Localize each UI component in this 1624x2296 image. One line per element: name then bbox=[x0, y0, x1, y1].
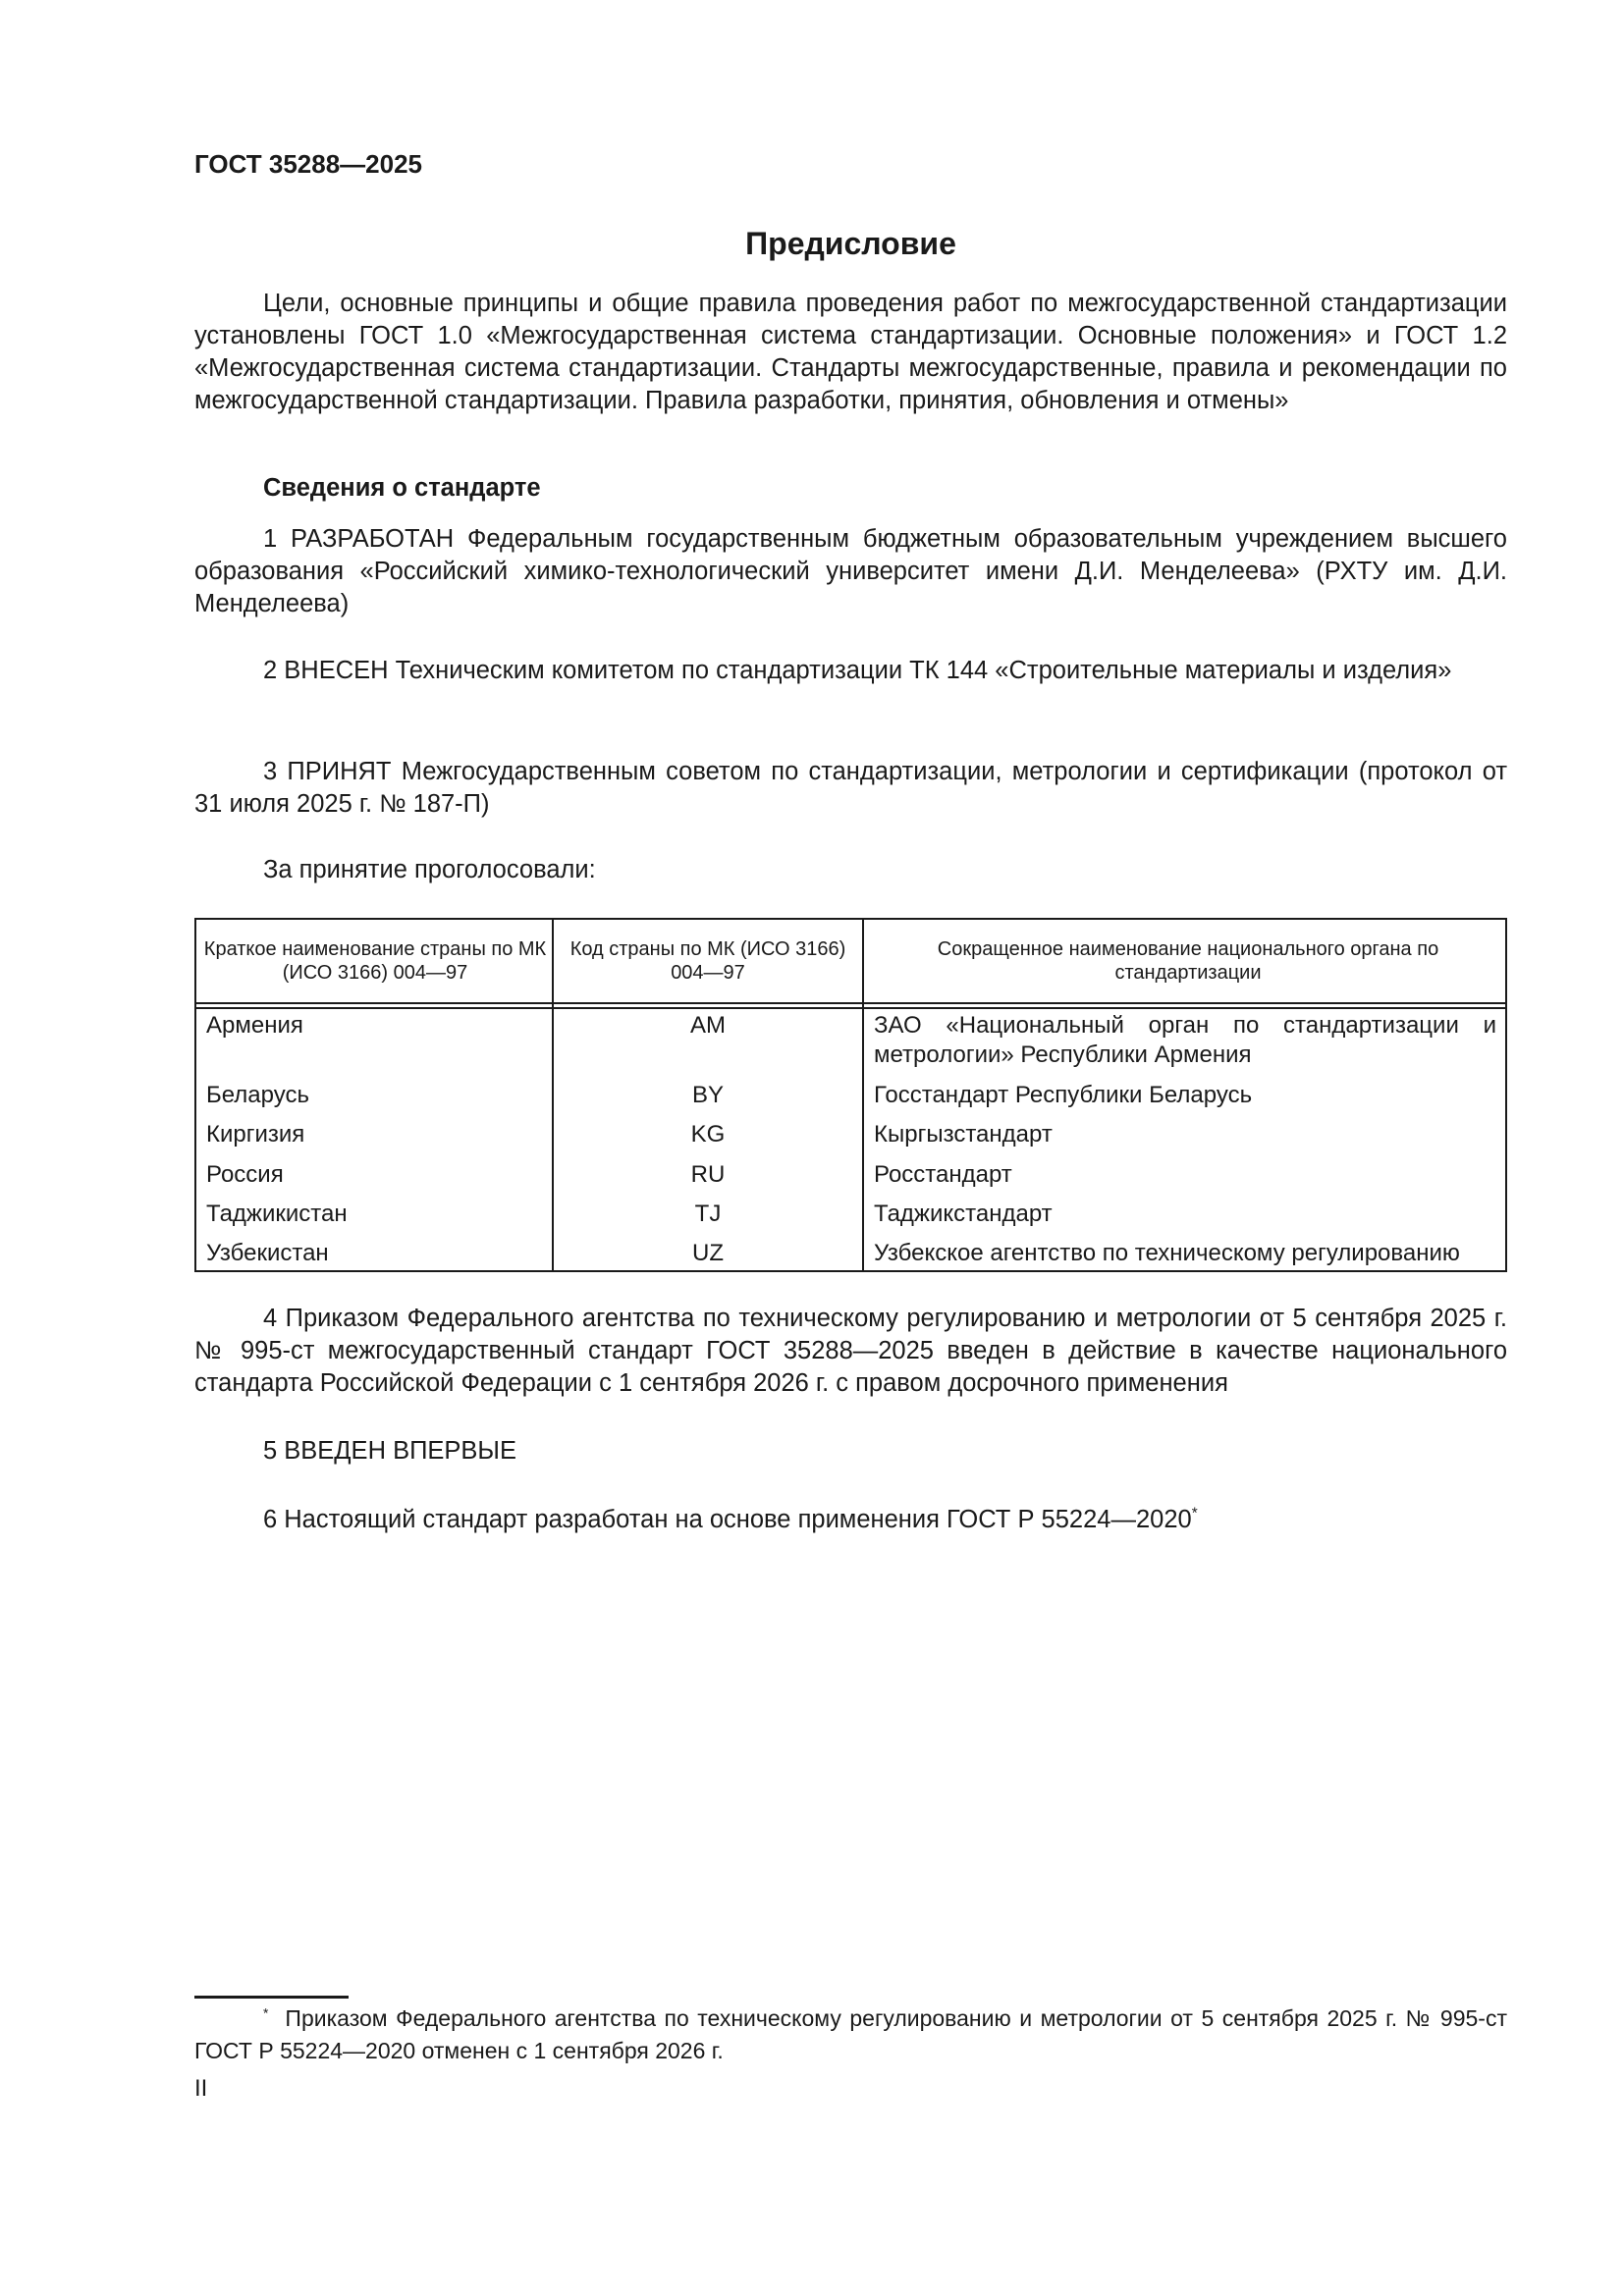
table-header-country: Краткое наименование страны по МК (ИСО 3166) 004—97 bbox=[203, 938, 547, 984]
table-header-body: Сокращенное наименование национального органа по стандартизации bbox=[937, 938, 1439, 984]
table-cell-code: AM bbox=[690, 1012, 726, 1039]
table-cell-body: Таджикстандарт bbox=[874, 1201, 1053, 1227]
table-cell-body: Росстандарт bbox=[874, 1161, 1012, 1188]
table-cell-country: Армения bbox=[206, 1012, 303, 1039]
table-cell-code: UZ bbox=[692, 1240, 724, 1266]
page-number: II bbox=[194, 2075, 208, 2102]
table-cell-country: Россия bbox=[206, 1161, 284, 1188]
item-3-text: 3 ПРИНЯТ Межгосударственным советом по стандартизации, метрологии и сертификации (протокол от 31 июля 2025 г. № 187-П) bbox=[194, 758, 1507, 818]
page-title: Предисловие bbox=[745, 226, 956, 261]
item-1-developed bbox=[194, 523, 1507, 620]
table-cell-code: BY bbox=[691, 1082, 724, 1108]
document-id-header: ГОСТ 35288—2025 bbox=[194, 149, 422, 179]
table-cell-country: Узбекистан bbox=[206, 1240, 329, 1266]
footnote-reference[interactable]: * bbox=[1191, 1505, 1198, 1522]
table-cell-body: Узбекское агентство по техническому регулированию bbox=[874, 1240, 1460, 1266]
table-header-code: Код страны по МК (ИСО 3166) 004—97 bbox=[569, 938, 846, 984]
item-5-first-introduced: 5 ВВЕДЕН ВПЕРВЫЕ bbox=[263, 1437, 517, 1465]
table-cell-country: Киргизия bbox=[206, 1121, 305, 1148]
item-6-basis bbox=[263, 1504, 1198, 1536]
table-cell-country: Беларусь bbox=[206, 1082, 309, 1108]
table-cell-country: Таджикистан bbox=[206, 1201, 348, 1227]
item-4-order bbox=[194, 1303, 1507, 1400]
item-4-text: 4 Приказом Федерального агентства по техническому регулированию и метрологии от 5 сентября 2025 г. № 995-ст межгосударственный стандарт ГОСТ 35288—2025 введен в действие в качестве национального стандарта Российской Федерации с 1 сентября 2026 г. с правом досрочного применения bbox=[194, 1305, 1507, 1397]
intro-text: Цели, основные принципы и общие правила проведения работ по межгосударственной стандартизации установлены ГОСТ 1.0 «Межгосударственная система стандартизации. Основные положения» и ГОСТ 1.2 «Межгосударственная система стандартизации. Стандарты межгосударственные, правила и рекомендации по межгосударственной стандартизации. Правила разработки, принятия, обновления и отмены» bbox=[194, 290, 1507, 414]
voted-label: За принятие проголосовали: bbox=[263, 856, 596, 883]
column-divider bbox=[862, 920, 864, 1270]
intro-paragraph bbox=[194, 288, 1507, 417]
header-divider bbox=[196, 1002, 1505, 1004]
footnote bbox=[194, 2002, 1507, 2067]
voting-countries-table bbox=[194, 918, 1507, 1272]
table-cell-body: ЗАО «Национальный орган по стандартизации и метрологии» Республики Армения bbox=[874, 1012, 1496, 1068]
item-2-text: 2 ВНЕСЕН Техническим комитетом по стандартизации ТК 144 «Строительные материалы и изделия» bbox=[263, 657, 1452, 684]
footnote-text: Приказом Федерального агентства по техническому регулированию и метрологии от 5 сентября 2025 г. № 995-ст ГОСТ Р 55224—2020 отменен с 1 сентября 2026 г. bbox=[194, 2005, 1508, 2063]
info-heading: Сведения о стандарте bbox=[263, 474, 541, 502]
item-1-text: 1 РАЗРАБОТАН Федеральным государственным бюджетным образовательным учреждением высшего образования «Российский химико-технологический университет имени Д.И. Менделеева» (РХТУ им. Д.И. Менделеева) bbox=[194, 525, 1507, 617]
table-cell-code: TJ bbox=[694, 1201, 722, 1227]
table-cell-body: Госстандарт Республики Беларусь bbox=[874, 1082, 1253, 1108]
footnote-mark: * bbox=[263, 2005, 269, 2021]
footnote-separator bbox=[194, 1996, 349, 1999]
header-divider-double bbox=[196, 1007, 1505, 1009]
item-3-adopted bbox=[194, 756, 1507, 821]
table-cell-body: Кыргызстандарт bbox=[874, 1121, 1053, 1148]
table-cell-code: RU bbox=[690, 1161, 726, 1188]
item-2-submitted bbox=[194, 655, 1507, 687]
table-cell-code: KG bbox=[690, 1121, 726, 1148]
item-6-text: 6 Настоящий стандарт разработан на основе применения ГОСТ Р 55224—2020 bbox=[263, 1506, 1192, 1533]
